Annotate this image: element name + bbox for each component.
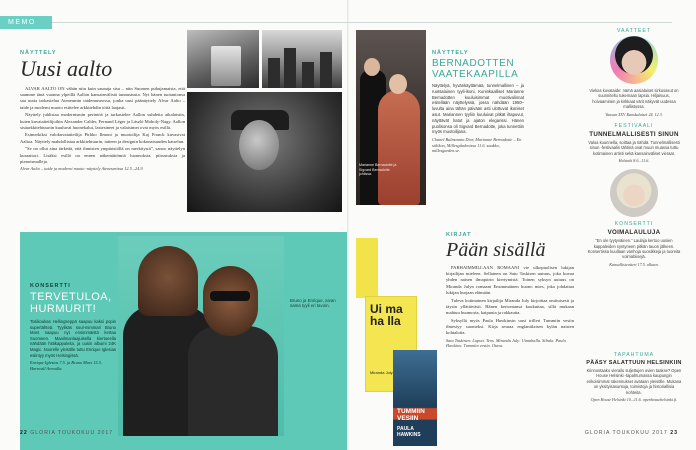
section-head: KONSERTTI [614, 221, 654, 228]
book-title: TUMMIIN VESIIN [397, 408, 425, 422]
article-body [20, 86, 185, 165]
photo-aalto-building [262, 30, 342, 88]
photo-bernadotte [356, 30, 426, 205]
block-body: ”En ole tyytyväinen.” Laulaja kertoo uusien kappaleiden syntyneen pitkän tauon jälkeen. Konsertissa kuullaan vanhoja suosikkeja ja tuoreita voimabiisejä. [587, 238, 681, 260]
article-title: Pään sisällä [446, 239, 546, 261]
article-kicker: KONSERTTI [30, 283, 71, 289]
photo-caption: Marianne Bernadotte ja Sigvard Bernadotte juhlissa. [359, 163, 397, 177]
photo-aalto-portrait [187, 92, 342, 212]
paragraph: Esimerkiksi valokuvataiteilija Pirkko Ilmoni ja muotoilija Kaj Franck kuvasivat Aaltoa. Näyttely mahdollistaa arkkitehtuurin, taiteen ja designin kokonaisuuden katselun. [20, 132, 185, 144]
folio-right [585, 430, 678, 436]
book-cover-1 [356, 238, 378, 298]
article-caption: Alvar Aalto – taide ja moderni muoto -näyttely Ateneumissa 12.5.–24.9. [20, 166, 144, 172]
block-caption: Helsinki 8.6.–11.6. [618, 158, 650, 164]
block-vaatteet [586, 28, 682, 117]
paragraph: Syksyllä myös Paula Hawkinsin uusi trilleri Tummiin vesiin ilmestyy suomeksi. Kirja seuraa englantilaisen kylän naisten kohtaloita. [446, 317, 574, 336]
right-column [586, 28, 682, 273]
article-body: Tosikoukas Hellingseppä saapuu kaksi popin supertähteä. Tyylikäs soul-mimmari Bruno Mars saapuu nyt ensimmäistä kertaa Suomeen. Maailmanlaajuisella kiertueella nähdään hittikappaleita, ja uusin albumi 24K Magic. Nuorelle yleisölle tuttu Enrique Iglesias esiintyy myös Helsingissä. [30, 319, 116, 358]
article-caption: Enrique Iglesias 7.5. ja Bruno Mars 15.5. Hartwall Arenalla. [30, 360, 102, 371]
article-caption: Satu Taskinen: Lapset. Teos. Miranda July: Uimahalla. Siltala. Paula Hawkins: Tummiin vesiin. Otava. [446, 337, 566, 349]
paragraph: Näyttely juhlistaa modernismin perintöä ja tarkastelee Aallon suhdetta aikalaisiin, kuten kuvataiteilijoihin Alexander Calder, Fernand Léger ja László Moholy-Nagy. Aallon sisäarkkitehtuuriin kuuluvat huonekalut, lasiesineet ja valaisimet ovat myös esillä. [20, 112, 185, 130]
page-fold [347, 0, 349, 450]
section-head: TAPAHTUMA [613, 352, 655, 358]
article-bernadotte [432, 50, 524, 154]
article-body: Näyttelyä, hyvänkäyttämää, tunnelmallinen – ja ruotsalainen tyyli-ikoni. Kuninkaalliset Marianne Bernadotten kuuluisimmat muotivalinnat esitellään näyttelyssä, jossa nähdään 1950–luvulta aina tähän päivään asti ulottuvat ikoniset asut. Mariannen tyyliin kuuluivat pitkät iltapuvut, näyttävät hatut ja ajaton eleganssi. Hänen puolisonsa oli Sigvard Bernadotte, joka tunnettiin myös muotoilijana. [432, 83, 524, 135]
section-head: FESTIVAALI [614, 122, 654, 129]
block-tapahtuma [586, 352, 682, 402]
article-title: TERVETULOA, HURMURIT! [30, 291, 112, 315]
block-caption: Open House Helsinki 10.–11.6. openhousehelsinki.fi. [590, 397, 678, 403]
page-number: 23 [670, 430, 678, 436]
block-caption: Kansallisteatteri 17.5. alkaen. [609, 261, 659, 267]
article-caption: Chanel Bulmannin Dior, Marianne Bernadotte – En stilikon, Millesgårdenissa 11.6. saakka, millesgarden.se. [432, 137, 522, 154]
paragraph: PARHAIMMILLAAN ROMAANI vie ulkopuolisen lukijan kirjailijan mieleen. Sellainen on Satu Taskisen uutuus, joka kuvaa yhden naisen ilmapiirin kiertymistä. Toinen syksyn uutuus on Miranda Julyn romaani Ensimmäinen huono mies, joka johdattaa lukijan hurjaan elämään. [446, 265, 574, 295]
photo-colorful-face [610, 36, 658, 84]
book-title: Ui ma ha lla [370, 302, 403, 328]
block-caption: Vaasan XXV Ranskalaiset 24. 12.3. [605, 111, 663, 117]
photo-bruno-enrique [118, 236, 284, 436]
photo-caption: Bruno ja Enrique, aivan sama tyyli eri tavoin. [290, 298, 336, 309]
paragraph: Tuleva kotimainen kirjailija Miranda July kirjoittaa omituisesti ja täysin yllättävästi. Hänen kerrontansa koukuttaa, sillä mukaan mahtuu huumoria, kaipuuta ja rakkautta. [446, 297, 574, 315]
photo-singer [610, 169, 658, 217]
block-body: Valoa kuunnella, soittaa ja nähdä. Tunnelmallisesti sinun -festivaalin tähtinä ovat muun muassa tuttu kotimainen artisti sekä kansainväliset vieraat. [588, 139, 680, 156]
header-rule [52, 22, 672, 23]
folio-left [20, 430, 113, 436]
section-head: VAATTEET [616, 28, 652, 34]
article-kicker: KIRJAT [446, 232, 472, 238]
photo-aalto-vase [187, 30, 259, 88]
article-kicker: NÄYTTELY [20, 50, 57, 56]
section-tag: MEMO [0, 16, 52, 29]
paragraph: ALVAR AALTO ON vähän niin kuin saunaja sisu – niin Suomen puhujamaista, että saamme tänä vuonna ylpeillä Aallon kansainvälistä tunnustusta. Nyt hänen tuotantonsa saa uutta tarkastelua Ateneumin taidemuseossa, jonka uusi päänäyttely Alvar Aalto – taide ja moderni muoto esittelee arkkitehdin töitä laajasti. [20, 86, 185, 110]
block-konsertti [586, 169, 682, 267]
book-cover-tummiin-vesiin [393, 350, 437, 446]
book-author: Miranda July [370, 370, 393, 375]
page-number: 22 [20, 430, 28, 436]
article-title: Uusi aalto [20, 56, 113, 81]
article-uusi-aalto [20, 50, 185, 172]
article-title: BERNADOTTEN VAATEKAAPILLA [432, 58, 519, 80]
publication-name: GLORIA TOUKOKUU 2017 [30, 430, 114, 436]
publication-name: GLORIA TOUKOKUU 2017 [584, 430, 668, 436]
block-title: VOIMALAULUJA [607, 229, 661, 237]
block-festivaali [586, 123, 682, 163]
book-author: PAULA HAWKINS [397, 426, 421, 438]
article-paan-sisalla [446, 232, 574, 349]
block-body: Viekas kuvataide: nämä aasialaiset sirkusasut on suunniteltu tukemaan lapsia. Hiljaisuus, hoivaaminen ja kirkkaat värit näkyvät uudessa mallistossa. [589, 88, 679, 110]
article-body [446, 265, 574, 336]
block-title: PÄÄSY SALATTUUN HELSINKIIN [586, 360, 682, 366]
article-hurmurit [30, 283, 116, 371]
block-body: Kiinnostaako vierailu suljettujen ovien taakse? Open House Helsinki -tapahtumassa kaupungin erikoisimmat rakennukset avataan yleisölle. Mukana on yksityisasuntoja, toimistoja ja historiallisia kohteita. [586, 368, 682, 395]
article-kicker: NÄYTTELY [432, 50, 469, 56]
block-title: TUNNELMALLISESTI SINUN [589, 130, 679, 138]
paragraph: ”Se on ollut aina tärkeää, että ihmisten ympäristöllä on merkitystä”, sanoo näyttelyn kuraattori. Lisäksi esillä on ennen näkemättömiä luonnoksia, piirustuksia ja pienoismalleja. [20, 146, 185, 164]
